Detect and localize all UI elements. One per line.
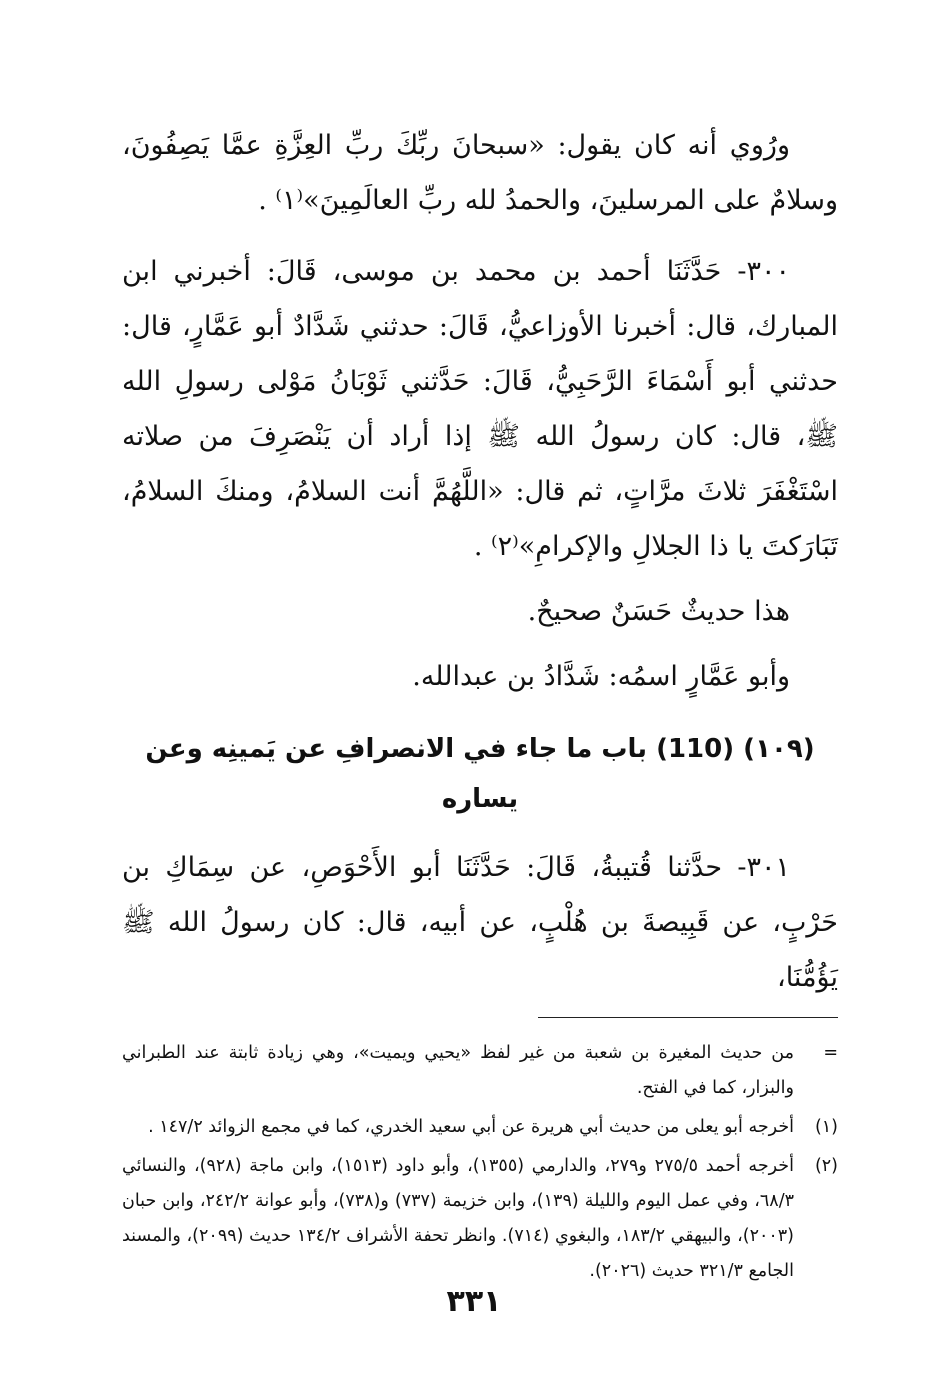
hadith-301: ٣٠١- حدَّثنا قُتيبةُ، قَالَ: حَدَّثَنَا أبو الأَحْوَصِ، عن سِمَاكِ بن حَرْبٍ، عن قَبِيصةَ بن هُلْبٍ، عن أبيه، قال: كان رسولُ الله ﷺ يَؤُمُّنَا، xyxy=(122,852,838,993)
footnote-text: من حديث المغيرة بن شعبة من غير لفظ «يحيي ويميت»، وهي زيادة ثابتة عند الطبراني والبزار، كما في الفتح. xyxy=(122,1043,794,1098)
main-text xyxy=(122,118,838,1005)
footnote-continued xyxy=(122,1036,838,1106)
chapter-heading: (١٠٩) (110) باب ما جاء في الانصرافِ عن يَمينِه وعن يساره xyxy=(145,734,815,814)
footnote-divider xyxy=(538,1017,838,1018)
hadith-300: ٣٠٠- حَدَّثَنَا أحمد بن محمد بن موسى، قَالَ: أخبرني ابن المبارك، قال: أخبرنا الأوزاعيُّ، قَالَ: حدثني شَدَّادٌ أبو عَمَّارٍ، قال: حدثني أبو أَسْمَاءَ الرَّحَبِيُّ، قَالَ: حَدَّثني ثَوْبَانُ مَوْلى رسولِ الله ﷺ، قال: كان رسولُ الله ﷺ إذا أراد أن يَنْصَرِفَ من صلاته اسْتَغْفَرَ ثلاثَ مرَّاتٍ، ثم قال: «اللَّهُمَّ أنت السلامُ، ومنكَ السلامُ، تَبَارَكتَ يا ذا الجلالِ والإكرامِ»⁽٢⁾ . xyxy=(122,256,838,562)
footnote-text: أخرجه أحمد ٢٧٥/٥ و٢٧٩، والدارمي (١٣٥٥)، وأبو داود (١٥١٣)، وابن ماجة (٩٢٨)، والنسائي ٦٨/٣، وفي عمل اليوم والليلة (١٣٩)، وابن خزيمة (٧٣٧) و(٧٣٨)، وأبو عوانة ٢٤٢/٢، وابن حبان (٢٠٠٣)، والبيهقي ١٨٣/٢، والبغوي (٧١٤). وانظر تحفة الأشراف ١٣٤/٢ حديث (٢٠٩٩)، والمسند الجامع ٣٢١/٣ حديث (٢٠٢٦). xyxy=(122,1156,795,1281)
page-number: ٣٣١ xyxy=(446,1284,502,1319)
footnote-mark: (٢) xyxy=(814,1156,838,1176)
grading-note: هذا حديثٌ حَسَنٌ صحيحٌ. xyxy=(527,596,790,627)
footnote-text: أخرجه أبو يعلى من حديث أبي هريرة عن أبي سعيد الخدري، كما في مجمع الزوائد ١٤٧/٢ . xyxy=(148,1117,794,1137)
footnote-1 xyxy=(122,1110,838,1145)
narrator-note: وأبو عَمَّارٍ اسمُه: شَدَّادُ بن عبدالله. xyxy=(412,661,790,692)
footnote-mark: = xyxy=(823,1043,838,1063)
footnote-2 xyxy=(122,1149,838,1289)
paragraph-tasbih: ورُوي أنه كان يقول: «سبحانَ ربِّكَ ربِّ العِزَّةِ عمَّا يَصِفُونَ، وسلامٌ على المرسلينَ، والحمدُ لله ربِّ العالَمِينَ»⁽١⁾ . xyxy=(122,130,838,216)
footnote-mark: (١) xyxy=(814,1117,838,1137)
footnotes xyxy=(122,1036,838,1289)
